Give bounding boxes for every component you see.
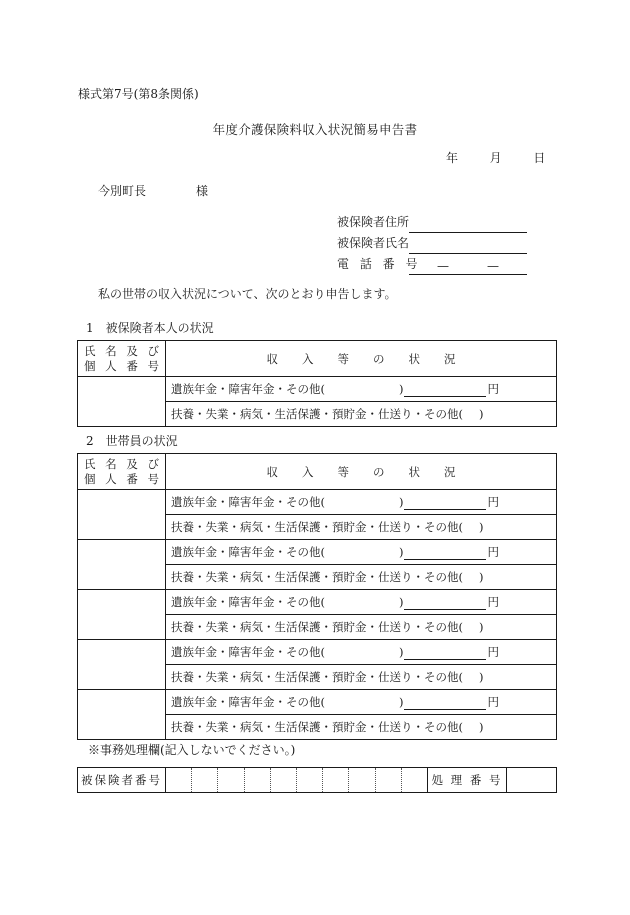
pension-row[interactable]: 遺族年金・障害年金・その他( ) 円 xyxy=(166,490,557,515)
other-income-row[interactable]: 扶養・失業・病気・生活保護・預貯金・仕送り・その他( ) xyxy=(166,565,557,590)
digit-box[interactable] xyxy=(296,768,322,792)
insured-address-row xyxy=(337,212,527,233)
digit-box[interactable] xyxy=(166,768,191,792)
insured-number-boxes[interactable] xyxy=(166,768,428,793)
member-name-cell[interactable] xyxy=(78,690,166,740)
income-status-header: 収 入 等 の 状 況 xyxy=(166,454,557,490)
other-income-row[interactable]: 扶養・失業・病気・生活保護・預貯金・仕送り・その他( ) xyxy=(166,665,557,690)
digit-box[interactable] xyxy=(244,768,270,792)
self-name-cell[interactable] xyxy=(78,377,166,427)
member-name-cell[interactable] xyxy=(78,490,166,540)
member-name-cell[interactable] xyxy=(78,540,166,590)
member-name-cell[interactable] xyxy=(78,640,166,690)
pension-row[interactable]: 遺族年金・障害年金・その他( ) 円 xyxy=(166,540,557,565)
member-name-cell[interactable] xyxy=(78,590,166,640)
document-title: 年度介護保険料収入状況簡易申告書 xyxy=(212,122,418,137)
pension-row[interactable]: 遺族年金・障害年金・その他( ) 円 xyxy=(166,590,557,615)
form-number: 様式第7号(第8条関係) xyxy=(78,87,199,101)
date-month: 月 xyxy=(489,151,502,165)
date-day: 日 xyxy=(533,151,546,165)
insured-fields xyxy=(337,212,527,275)
other-income-row[interactable]: 扶養・失業・病気・生活保護・預貯金・仕送り・その他( ) xyxy=(166,615,557,640)
income-status-header: 収 入 等 の 状 況 xyxy=(166,341,557,377)
name-number-header: 氏 名 及 び 個 人 番 号 xyxy=(78,341,166,377)
amount-field[interactable] xyxy=(404,595,486,610)
insured-number-label: 被保険者番号 xyxy=(78,768,166,793)
other-income-row[interactable]: 扶養・失業・病気・生活保護・預貯金・仕送り・その他( ) xyxy=(166,715,557,740)
amount-field[interactable] xyxy=(404,645,486,660)
phone-field[interactable] xyxy=(409,259,527,275)
phone-label: 電 話 番 号 xyxy=(337,257,421,271)
digit-box[interactable] xyxy=(217,768,243,792)
office-use-note: ※事務処理欄(記入しないでください。) xyxy=(88,743,296,757)
digit-box[interactable] xyxy=(375,768,401,792)
date-year: 年 xyxy=(446,151,459,165)
phone-row xyxy=(337,254,527,275)
insured-name-field[interactable] xyxy=(409,238,527,254)
addressee xyxy=(98,182,208,199)
digit-box[interactable] xyxy=(348,768,374,792)
pension-row[interactable]: 遺族年金・障害年金・その他( ) 円 xyxy=(166,377,557,402)
self-status-table xyxy=(77,340,557,427)
digit-box[interactable] xyxy=(191,768,217,792)
amount-field[interactable] xyxy=(404,382,486,397)
amount-field[interactable] xyxy=(404,695,486,710)
declaration-text: 私の世帯の収入状況について、次のとおり申告します。 xyxy=(98,287,397,301)
digit-box[interactable] xyxy=(401,768,427,792)
processing-number-label: 処 理 番 号 xyxy=(428,768,507,793)
date-line xyxy=(446,149,545,166)
other-income-row[interactable]: 扶養・失業・病気・生活保護・預貯金・仕送り・その他( ) xyxy=(166,402,557,427)
processing-number-field[interactable] xyxy=(507,768,557,793)
insured-name-row xyxy=(337,233,527,254)
section1-heading: 1 被保険者本人の状況 xyxy=(86,321,214,335)
amount-field[interactable] xyxy=(404,545,486,560)
digit-box[interactable] xyxy=(270,768,296,792)
digit-box[interactable] xyxy=(322,768,348,792)
phone-dash-2: — xyxy=(487,259,499,273)
office-use-table xyxy=(77,767,557,793)
addressee-name: 今別町長 xyxy=(98,184,147,198)
pension-row[interactable]: 遺族年金・障害年金・その他( ) 円 xyxy=(166,690,557,715)
section2-heading: 2 世帯員の状況 xyxy=(86,434,178,448)
phone-dash-1: — xyxy=(437,259,449,273)
insured-address-field[interactable] xyxy=(409,217,527,233)
insured-address-label: 被保険者住所 xyxy=(337,215,410,229)
insured-name-label: 被保険者氏名 xyxy=(337,236,410,250)
household-status-table xyxy=(77,453,557,740)
addressee-honorific: 様 xyxy=(196,184,209,198)
amount-field[interactable] xyxy=(404,495,486,510)
pension-row[interactable]: 遺族年金・障害年金・その他( ) 円 xyxy=(166,640,557,665)
other-income-row[interactable]: 扶養・失業・病気・生活保護・預貯金・仕送り・その他( ) xyxy=(166,515,557,540)
name-number-header: 氏 名 及 び 個 人 番 号 xyxy=(78,454,166,490)
